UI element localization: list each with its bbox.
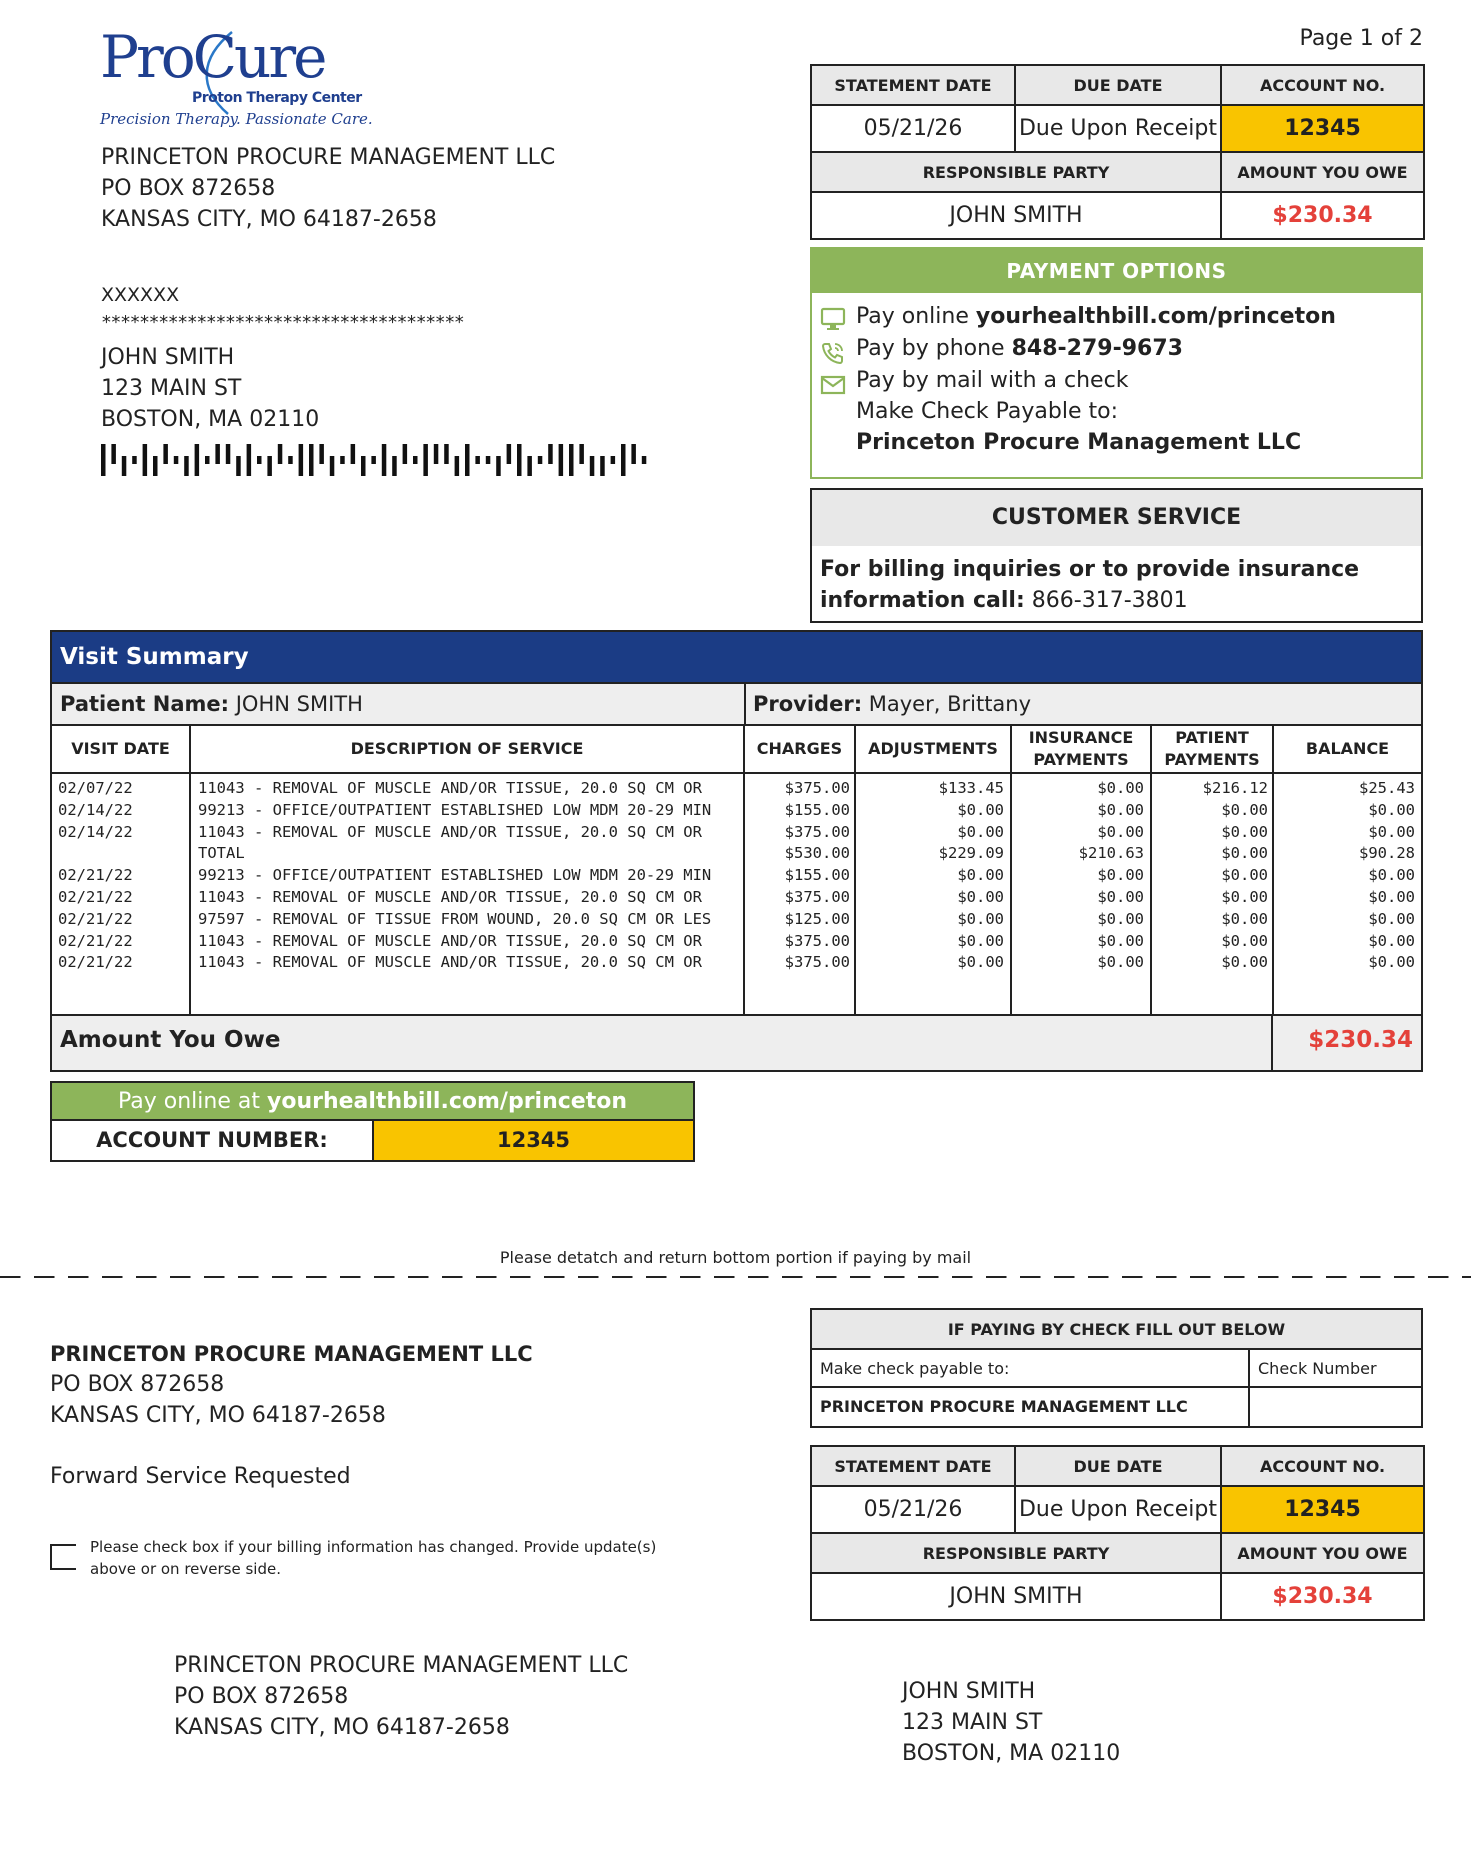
col-description: DESCRIPTION OF SERVICE xyxy=(191,726,745,774)
pay-online-row: Pay online yourhealthbill.com/princeton xyxy=(856,304,1336,329)
pay-online-banner[interactable]: Pay online at yourhealthbill.com/princeton xyxy=(52,1083,693,1121)
col-patient-payments-values xyxy=(1154,778,1268,974)
cell-adjustments: $0.00 xyxy=(957,931,1004,950)
cell-visit-date: 02/21/22 xyxy=(58,931,133,950)
statement-date: 05/21/26 xyxy=(811,1486,1015,1533)
cell-adjustments: $229.09 xyxy=(938,844,1004,863)
account-number-value: 12345 xyxy=(374,1121,693,1160)
cell-patient-payments: $0.00 xyxy=(1221,844,1268,863)
col-visit-date-values xyxy=(58,778,188,974)
col-charges: CHARGES xyxy=(745,726,856,774)
cell-charges: $375.00 xyxy=(784,953,850,972)
payable-label: Make Check Payable to: xyxy=(856,399,1118,424)
col-adjustments-values xyxy=(858,778,1004,974)
address-line: JOHN SMITH xyxy=(101,345,235,370)
cell-description: 99213 - OFFICE/OUTPATIENT ESTABLISHED LOW MDM 20-29 MIN xyxy=(198,866,712,885)
cell-insurance-payments: $0.00 xyxy=(1097,866,1144,885)
stub-remit-to xyxy=(174,1650,628,1743)
cell-balance: $0.00 xyxy=(1368,822,1415,841)
col-patient-payments: PATIENT PAYMENTS xyxy=(1152,726,1274,774)
cell-charges: $375.00 xyxy=(784,931,850,950)
col-description-values xyxy=(198,778,743,974)
amount-owe: $230.34 xyxy=(1221,1573,1424,1620)
col-visit-date: VISIT DATE xyxy=(52,726,191,774)
cell-insurance-payments: $0.00 xyxy=(1097,822,1144,841)
recipient-address xyxy=(101,342,319,435)
cell-visit-date: 02/21/22 xyxy=(58,953,133,972)
address-line: PO BOX 872658 xyxy=(174,1684,349,1709)
cell-adjustments: $0.00 xyxy=(957,866,1004,885)
cell-patient-payments: $0.00 xyxy=(1221,931,1268,950)
cell-adjustments: $0.00 xyxy=(957,909,1004,928)
cell-insurance-payments: $0.00 xyxy=(1097,953,1144,972)
cell-description: 97597 - REMOVAL OF TISSUE FROM WOUND, 20.0 SQ CM OR LES xyxy=(198,909,712,928)
patient-name: Patient Name: JOHN SMITH xyxy=(60,692,363,716)
cell-charges: $375.00 xyxy=(784,779,850,797)
cell-visit-date: 02/21/22 xyxy=(58,866,133,885)
address-line: KANSAS CITY, MO 64187-2658 xyxy=(174,1715,510,1740)
cell-insurance-payments: $0.00 xyxy=(1097,931,1144,950)
customer-service-text: For billing inquiries or to provide insurance information call: 866-317-3801 xyxy=(820,557,1360,613)
stub-address xyxy=(50,1369,386,1431)
mail-code: XXXXXX xyxy=(101,284,180,306)
pay-online-bar xyxy=(50,1081,695,1162)
cell-balance: $0.00 xyxy=(1368,909,1415,928)
cell-insurance-payments: $0.00 xyxy=(1097,909,1144,928)
address-line: BOSTON, MA 02110 xyxy=(101,407,320,432)
pay-phone-row: Pay by phone 848-279-9673 xyxy=(856,336,1183,361)
cell-charges: $375.00 xyxy=(784,822,850,841)
pay-online-link[interactable]: yourhealthbill.com/princeton xyxy=(975,304,1336,329)
payable-to: Princeton Procure Management LLC xyxy=(856,430,1302,455)
billing-change-text: Please check box if your billing information has changed. Provide update(s) above or on reverse side. xyxy=(90,1538,657,1578)
responsible-party-header: RESPONSIBLE PARTY xyxy=(811,152,1221,192)
logo-sub: Proton Therapy Center xyxy=(192,90,362,106)
statement-date-header: STATEMENT DATE xyxy=(811,1446,1015,1486)
cell-insurance-payments: $0.00 xyxy=(1097,779,1144,797)
stub-sender xyxy=(902,1676,1120,1769)
remit-from-address xyxy=(101,142,555,235)
amount-owe-header: AMOUNT YOU OWE xyxy=(1221,1533,1424,1573)
check-number-label: Check Number xyxy=(1258,1359,1377,1378)
cell-insurance-payments: $0.00 xyxy=(1097,887,1144,906)
amount-owe: $230.34 xyxy=(1221,192,1424,239)
amount-owe-header: AMOUNT YOU OWE xyxy=(1221,152,1424,192)
page-number: Page 1 of 2 xyxy=(1299,26,1423,51)
cell-description: TOTAL xyxy=(198,844,245,863)
statement-date: 05/21/26 xyxy=(811,105,1015,152)
cell-visit-date: 02/14/22 xyxy=(58,800,133,819)
cell-patient-payments: $0.00 xyxy=(1221,953,1268,972)
address-line: PRINCETON PROCURE MANAGEMENT LLC xyxy=(101,145,556,170)
statement-date-header: STATEMENT DATE xyxy=(811,65,1015,105)
monitor-icon xyxy=(820,307,846,331)
cell-description: 11043 - REMOVAL OF MUSCLE AND/OR TISSUE, 20.0 SQ CM OR xyxy=(198,931,702,950)
check-fill-title: IF PAYING BY CHECK FILL OUT BELOW xyxy=(812,1310,1421,1350)
customer-service-phone[interactable]: 866-317-3801 xyxy=(1024,588,1188,613)
stub-company: PRINCETON PROCURE MANAGEMENT LLC xyxy=(50,1342,533,1366)
cell-balance: $0.00 xyxy=(1368,887,1415,906)
cell-visit-date xyxy=(58,843,188,865)
cell-balance: $0.00 xyxy=(1368,866,1415,885)
due-date: Due Upon Receipt xyxy=(1015,105,1221,152)
col-balance-values xyxy=(1276,778,1415,974)
detach-line xyxy=(0,1276,1471,1278)
logo-tagline: Precision Therapy. Passionate Care. xyxy=(100,110,373,128)
responsible-party: JOHN SMITH xyxy=(811,192,1221,239)
cell-patient-payments: $0.00 xyxy=(1221,909,1268,928)
payable-to-row: PRINCETON PROCURE MANAGEMENT LLC xyxy=(820,1397,1188,1416)
address-line: PRINCETON PROCURE MANAGEMENT LLC xyxy=(174,1653,629,1678)
address-line: PO BOX 872658 xyxy=(50,1372,225,1397)
cell-description: 11043 - REMOVAL OF MUSCLE AND/OR TISSUE, 20.0 SQ CM OR xyxy=(198,779,702,797)
cell-adjustments: $0.00 xyxy=(957,953,1004,972)
pay-mail-row: Pay by mail with a check xyxy=(856,368,1129,393)
cell-description: 11043 - REMOVAL OF MUSCLE AND/OR TISSUE, 20.0 SQ CM OR xyxy=(198,887,702,906)
cell-description: 99213 - OFFICE/OUTPATIENT ESTABLISHED LOW MDM 20-29 MIN xyxy=(198,800,712,819)
col-charges-values xyxy=(748,778,850,974)
payment-options xyxy=(810,247,1423,479)
cell-charges: $375.00 xyxy=(784,887,850,906)
responsible-party-header: RESPONSIBLE PARTY xyxy=(811,1533,1221,1573)
statement-summary xyxy=(810,64,1425,240)
cell-patient-payments: $0.00 xyxy=(1221,800,1268,819)
customer-service xyxy=(810,488,1423,623)
cell-charges: $530.00 xyxy=(784,844,850,863)
cell-balance: $0.00 xyxy=(1368,800,1415,819)
cell-patient-payments: $0.00 xyxy=(1221,866,1268,885)
phone-icon xyxy=(820,341,846,365)
account-no-header: ACCOUNT NO. xyxy=(1221,1446,1424,1486)
cell-balance: $0.00 xyxy=(1368,931,1415,950)
cell-description: 11043 - REMOVAL OF MUSCLE AND/OR TISSUE, 20.0 SQ CM OR xyxy=(198,953,702,972)
cell-description: 11043 - REMOVAL OF MUSCLE AND/OR TISSUE, 20.0 SQ CM OR xyxy=(198,822,702,841)
address-line: KANSAS CITY, MO 64187-2658 xyxy=(50,1403,386,1428)
due-date: Due Upon Receipt xyxy=(1015,1486,1221,1533)
cell-visit-date: 02/07/22 xyxy=(58,779,133,797)
cell-visit-date: 02/14/22 xyxy=(58,822,133,841)
cell-charges: $155.00 xyxy=(784,866,850,885)
address-line: 123 MAIN ST xyxy=(902,1710,1043,1735)
cell-visit-date: 02/21/22 xyxy=(58,887,133,906)
cell-patient-payments: $0.00 xyxy=(1221,822,1268,841)
address-line: PO BOX 872658 xyxy=(101,176,276,201)
due-date-header: DUE DATE xyxy=(1015,65,1221,105)
amount-you-owe-row xyxy=(52,1014,1421,1070)
postal-barcode xyxy=(101,444,661,476)
address-line: JOHN SMITH xyxy=(902,1679,1036,1704)
mail-icon xyxy=(820,373,846,397)
mail-stars: ************************************** xyxy=(101,312,464,333)
amount-you-owe-value: $230.34 xyxy=(1308,1027,1413,1053)
amount-you-owe-label: Amount You Owe xyxy=(60,1027,281,1053)
cell-charges: $125.00 xyxy=(784,909,850,928)
cell-adjustments: $0.00 xyxy=(957,800,1004,819)
cell-balance: $90.28 xyxy=(1359,844,1415,863)
cell-insurance-payments: $210.63 xyxy=(1078,844,1144,863)
provider-name: Provider: Mayer, Brittany xyxy=(753,692,1032,716)
responsible-party: JOHN SMITH xyxy=(811,1573,1221,1620)
cell-patient-payments: $0.00 xyxy=(1221,887,1268,906)
col-insurance-payments-values xyxy=(1014,778,1144,974)
address-line: KANSAS CITY, MO 64187-2658 xyxy=(101,207,437,232)
due-date-header: DUE DATE xyxy=(1015,1446,1221,1486)
address-line: BOSTON, MA 02110 xyxy=(902,1741,1121,1766)
account-number-label: ACCOUNT NUMBER: xyxy=(52,1121,374,1160)
visit-summary xyxy=(50,630,1423,1072)
cell-visit-date: 02/21/22 xyxy=(58,909,133,928)
stub-summary xyxy=(810,1445,1425,1621)
visit-summary-title: Visit Summary xyxy=(52,632,1421,682)
pay-phone-number[interactable]: 848-279-9673 xyxy=(1011,336,1183,361)
cell-adjustments: $0.00 xyxy=(957,887,1004,906)
payable-label-row: Make check payable to: Check Number xyxy=(812,1350,1421,1388)
account-no: 12345 xyxy=(1221,105,1424,152)
cell-adjustments: $0.00 xyxy=(957,822,1004,841)
address-line: 123 MAIN ST xyxy=(101,376,242,401)
billing-change-checkbox[interactable] xyxy=(50,1544,76,1570)
forward-service: Forward Service Requested xyxy=(50,1464,351,1489)
account-no-header: ACCOUNT NO. xyxy=(1221,65,1424,105)
account-no: 12345 xyxy=(1221,1486,1424,1533)
customer-service-title: CUSTOMER SERVICE xyxy=(812,490,1421,546)
patient-provider-row xyxy=(52,682,1421,726)
cell-balance: $0.00 xyxy=(1368,953,1415,972)
payment-options-title: PAYMENT OPTIONS xyxy=(812,249,1421,293)
check-fill-box xyxy=(810,1308,1423,1428)
cell-charges: $155.00 xyxy=(784,800,850,819)
col-insurance-payments: INSURANCE PAYMENTS xyxy=(1012,726,1152,774)
cell-patient-payments: $216.12 xyxy=(1202,779,1268,797)
check-number-field[interactable] xyxy=(1252,1388,1421,1426)
procure-logo xyxy=(100,23,373,136)
cell-insurance-payments: $0.00 xyxy=(1097,800,1144,819)
cell-adjustments: $133.45 xyxy=(938,779,1004,797)
detach-note: Please detatch and return bottom portion if paying by mail xyxy=(499,1248,972,1267)
col-adjustments: ADJUSTMENTS xyxy=(856,726,1012,774)
col-balance: BALANCE xyxy=(1274,726,1421,774)
cell-balance: $25.43 xyxy=(1359,779,1415,797)
logo-brand: ProCure xyxy=(100,23,325,91)
